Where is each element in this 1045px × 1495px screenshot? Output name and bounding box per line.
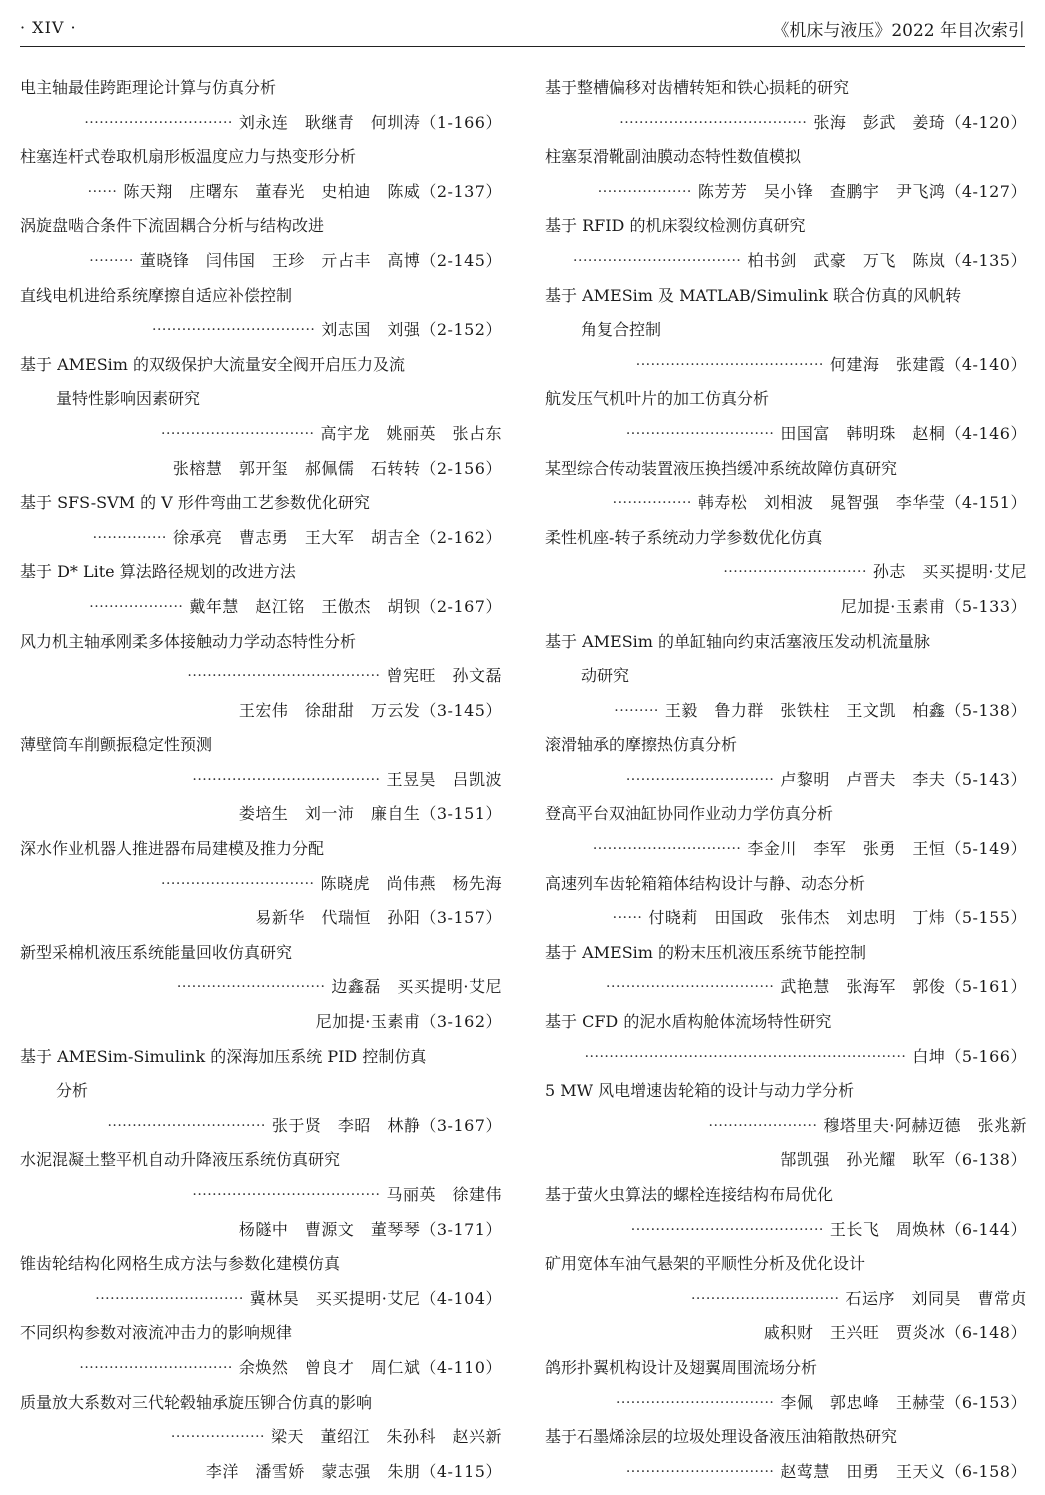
entry-authors: 李佩 郭忠峰 王赫莹（6-153） (780, 1392, 1027, 1412)
entry-authors-line (20, 175, 502, 210)
entry-authors: 穆塔里夫·阿赫迈德 张兆新 (823, 1115, 1027, 1135)
entry-authors-line (545, 417, 1027, 452)
entry-authors-line (545, 1143, 1027, 1178)
page-header (20, 14, 1025, 47)
entry-authors: 王昱昊 吕凯波 (386, 769, 502, 789)
entry-title: 电主轴最佳跨距理论计算与仿真分析 (20, 78, 277, 97)
leader-dots: ······································· (187, 668, 381, 685)
index-entry (545, 140, 1027, 209)
entry-authors: 何建海 张建霞（4-140） (829, 354, 1027, 374)
entry-title: 锥齿轮结构化网格生成方法与参数化建模仿真 (20, 1254, 341, 1274)
index-entry (20, 625, 502, 729)
entry-authors-line (20, 901, 502, 936)
entry-authors: 高宇龙 姚丽英 张占东 (320, 423, 502, 443)
leader-dots: ······························ (625, 1463, 775, 1480)
entry-authors-line (545, 1282, 1027, 1317)
entry-authors: 徐承亮 曹志勇 王大军 胡吉全（2-162） (172, 527, 502, 547)
entry-authors: 戴年慧 赵江铭 王傲杰 胡钡（2-167） (189, 596, 502, 616)
entry-authors-line (20, 1213, 502, 1248)
entry-authors-line (20, 1455, 502, 1490)
leader-dots: ········· (614, 702, 659, 719)
entry-title: 深水作业机器人推进器布局建模及推力分配 (20, 839, 325, 859)
entry-authors-line (545, 694, 1027, 729)
index-entry (545, 279, 1027, 383)
entry-authors-line (20, 521, 502, 556)
index-entry (545, 728, 1027, 797)
index-entry (545, 1420, 1027, 1489)
entry-authors-line (20, 1109, 502, 1144)
entry-authors-line (20, 244, 502, 279)
leader-dots: ······························ (625, 425, 775, 442)
leader-dots: ······························ (95, 1290, 244, 1307)
entry-title: 直线电机进给系统摩擦自适应补偿控制 (20, 285, 293, 305)
entry-title: 新型采棉机液压系统能量回收仿真研究 (20, 942, 293, 962)
entry-authors: 李金川 李军 张勇 王恒（5-149） (747, 839, 1027, 859)
entry-authors: 刘志国 刘强（2-152） (321, 320, 502, 340)
leader-dots: ················ (612, 495, 692, 512)
index-entry (20, 936, 502, 1040)
entry-title: 基于 D* Lite 算法路径规划的改进方法 (20, 562, 296, 582)
leader-dots: ·································· (573, 252, 742, 269)
entry-title: 基于 RFID 的机床裂纹检测仿真研究 (545, 216, 806, 236)
entry-authors-line (20, 763, 502, 798)
entry-authors: 孙志 买买提明·艾尼 (872, 562, 1027, 582)
index-entry (20, 140, 502, 209)
index-entry (20, 1143, 502, 1247)
entry-title: 矿用宽体车油气悬架的平顺性分析及优化设计 (545, 1254, 866, 1274)
index-entry (20, 555, 502, 624)
index-entry (545, 936, 1027, 1005)
entry-title: 基于整槽偏移对齿槽转矩和铁心损耗的研究 (545, 78, 850, 97)
index-entry (20, 832, 502, 936)
entry-title: 滚滑轴承的摩擦热仿真分析 (545, 735, 738, 755)
entry-authors: 边鑫磊 买买提明·艾尼 (331, 977, 502, 997)
entry-authors: 石运序 刘同昊 曹常贞 (845, 1288, 1027, 1308)
entry-title: 基于 SFS-SVM 的 V 形件弯曲工艺参数优化研究 (20, 493, 370, 513)
entry-authors-line (20, 1178, 502, 1213)
entry-title: 分析 (56, 1081, 89, 1101)
leader-dots: ······························ (176, 979, 326, 996)
entry-authors: 李洋 潘雪娇 蒙志强 朱朋（4-115） (205, 1461, 502, 1481)
entry-authors: 张海 彭武 姜琦（4-120） (813, 112, 1027, 132)
entry-authors-line (545, 901, 1027, 936)
entry-title: 登高平台双油缸协同作业动力学仿真分析 (545, 804, 834, 824)
leader-dots: ······································ (192, 771, 381, 788)
entry-authors: 王宏伟 徐甜甜 万云发（3-145） (238, 700, 502, 720)
entry-authors: 张榕慧 郭开玺 郝佩儒 石转转（2-156） (172, 458, 502, 478)
entry-title: 基于萤火虫算法的螺栓连接结构布局优化 (545, 1185, 834, 1204)
leader-dots: ··················· (170, 1429, 265, 1446)
entry-title: 基于石墨烯涂层的垃圾处理设备液压油箱散热研究 (545, 1427, 898, 1447)
entry-authors: 田国富 韩明珠 赵桐（4-146） (780, 423, 1027, 443)
index-entry (20, 71, 502, 140)
index-entry (545, 452, 1027, 521)
entry-authors: 冀林昊 买买提明·艾尼（4-104） (249, 1288, 502, 1308)
right-column (545, 71, 1027, 1489)
index-entry (545, 1247, 1027, 1351)
entry-authors: 柏书剑 武豪 万飞 陈岚（4-135） (747, 250, 1027, 270)
leader-dots: ······························ (84, 114, 233, 131)
index-entry (545, 521, 1027, 625)
entry-authors: 曾宪旺 孙文磊 (386, 666, 502, 686)
entry-authors: 马丽英 徐建伟 (386, 1185, 502, 1204)
page-number: · XIV · (20, 18, 77, 37)
index-entry (545, 209, 1027, 278)
entry-title: 基于 AMESim 的单缸轴向约束活塞液压发动机流量脉 (545, 631, 931, 651)
entry-authors: 董晓锋 闫伟国 王珍 亓占丰 高博（2-145） (139, 250, 502, 270)
entry-title: 基于 AMESim 的粉末压机液压系统节能控制 (545, 942, 867, 962)
entry-authors-line (545, 1386, 1027, 1421)
entry-authors-line (545, 590, 1027, 625)
entry-authors: 陈芳芳 吴小锋 查鹏宇 尹飞鸿（4-127） (697, 181, 1027, 201)
entry-authors: 王毅 鲁力群 张铁柱 王文凯 柏鑫（5-138） (664, 700, 1027, 720)
entry-authors-line (20, 452, 502, 487)
leader-dots: ······························ (592, 841, 742, 858)
entry-authors-line (545, 486, 1027, 521)
entry-authors-line (20, 867, 502, 902)
entry-authors: 陈晓虎 尚伟燕 杨先海 (320, 873, 502, 893)
index-entry (20, 486, 502, 555)
leader-dots: ································ (107, 1117, 266, 1134)
entry-authors-line (20, 694, 502, 729)
entry-title: 薄壁筒车削颤振稳定性预测 (20, 735, 213, 755)
entry-title: 动研究 (581, 666, 630, 686)
entry-authors: 韩寿松 刘相波 晁智强 李华莹（4-151） (697, 493, 1027, 513)
entry-authors: 卢黎明 卢晋夫 李夫（5-143） (780, 769, 1027, 789)
entry-authors: 郜凯强 孙光耀 耿军（6-138） (780, 1150, 1027, 1170)
entry-authors: 付晓莉 田国政 张伟杰 刘忠明 丁炜（5-155） (648, 908, 1027, 928)
entry-authors: 尼加提·玉素甫（5-133） (840, 596, 1027, 616)
running-title: 《机床与液压》2022 年目次索引 (772, 21, 1025, 41)
entry-authors-line (545, 1455, 1027, 1490)
entry-authors: 易新华 代瑞恒 孙阳（3-157） (255, 908, 502, 928)
leader-dots: ······································· (630, 1221, 824, 1238)
entry-authors-line (545, 763, 1027, 798)
entry-authors-line (545, 175, 1027, 210)
entry-title: 水泥混凝土整平机自动升降液压系统仿真研究 (20, 1150, 341, 1170)
index-entry (545, 797, 1027, 866)
entry-title: 柱塞泵滑靴副油膜动态特性数值模拟 (545, 147, 802, 167)
entry-authors-line (545, 1040, 1027, 1075)
entry-authors-line (20, 1420, 502, 1455)
index-entry (20, 348, 502, 486)
entry-authors-line (20, 797, 502, 832)
entry-authors: 娄培生 刘一沛 廉自生（3-151） (238, 804, 502, 824)
leader-dots: ······························ (625, 771, 775, 788)
leader-dots: ································ (615, 1394, 775, 1411)
leader-dots: ··················· (597, 183, 692, 200)
entry-title: 鸽形扑翼机构设计及翅翼周围流场分析 (545, 1357, 818, 1377)
leader-dots: ······ (612, 910, 643, 927)
leader-dots: ····························· (723, 564, 867, 581)
entry-authors-line (545, 555, 1027, 590)
leader-dots: ······················ (708, 1117, 818, 1134)
leader-dots: ··················· (89, 598, 184, 615)
entry-title: 某型综合传动装置液压换挡缓冲系统故障仿真研究 (545, 458, 898, 478)
entry-authors: 戚积财 王兴旺 贾炎冰（6-148） (763, 1323, 1027, 1343)
leader-dots: ······································ (619, 114, 808, 131)
entry-authors-line (545, 348, 1027, 383)
entry-authors: 赵莺慧 田勇 王天义（6-158） (780, 1461, 1027, 1481)
leader-dots: ··············· (92, 529, 167, 546)
entry-title: 基于 AMESim 的双级保护大流量安全阀开启压力及流 (20, 354, 406, 374)
leader-dots: ······························ (690, 1290, 840, 1307)
leader-dots: ······································ (192, 1187, 381, 1203)
entry-title: 基于 AMESim-Simulink 的深海加压系统 PID 控制仿真 (20, 1046, 427, 1066)
entry-title: 质量放大系数对三代轮毂轴承旋压铆合仿真的影响 (20, 1392, 373, 1412)
leader-dots: ······ (87, 183, 118, 200)
index-entry (545, 1178, 1027, 1247)
entry-authors: 白坤（5-166） (912, 1046, 1027, 1066)
entry-authors: 余焕然 曾良才 周仁斌（4-110） (238, 1357, 502, 1377)
leader-dots: ······························· (161, 425, 315, 442)
entry-title: 不同织构参数对液流冲击力的影响规律 (20, 1323, 293, 1343)
leader-dots: ································································· (584, 1048, 907, 1065)
entry-authors: 王长飞 周焕林（6-144） (829, 1219, 1027, 1239)
index-entry (20, 1040, 502, 1144)
index-entry (545, 867, 1027, 936)
entry-title: 5 MW 风电增速齿轮箱的设计与动力学分析 (545, 1081, 855, 1101)
entry-authors: 尼加提·玉素甫（3-162） (315, 1012, 502, 1032)
entry-title: 风力机主轴承刚柔多体接触动力学动态特性分析 (20, 631, 357, 651)
entry-title: 航发压气机叶片的加工仿真分析 (545, 389, 770, 409)
entry-authors-line (20, 590, 502, 625)
entry-authors-line (545, 1213, 1027, 1248)
entry-title: 柔性机座-转子系统动力学参数优化仿真 (545, 527, 823, 547)
entry-authors-line (20, 313, 502, 348)
entry-authors: 刘永连 耿继青 何圳涛（1-166） (238, 112, 502, 132)
entry-title: 柱塞连杆式卷取机扇形板温度应力与热变形分析 (20, 147, 357, 167)
leader-dots: ······································ (635, 356, 824, 373)
leader-dots: ······························· (79, 1359, 233, 1376)
entry-authors-line (545, 106, 1027, 141)
entry-authors: 梁天 董绍江 朱孙科 赵兴新 (270, 1427, 502, 1447)
entry-authors-line (545, 970, 1027, 1005)
entry-authors: 陈天翔 庄曙东 董春光 史柏迪 陈威（2-137） (123, 181, 502, 201)
entry-authors-line (545, 244, 1027, 279)
entry-title: 基于 CFD 的泥水盾构舱体流场特性研究 (545, 1012, 832, 1032)
index-entry (20, 1386, 502, 1490)
index-entry (545, 382, 1027, 451)
index-entry (20, 728, 502, 832)
entry-authors-line (20, 970, 502, 1005)
leader-dots: ·································· (606, 979, 775, 996)
index-entry (545, 1351, 1027, 1420)
entry-title: 基于 AMESim 及 MATLAB/Simulink 联合仿真的风帆转 (545, 285, 962, 305)
left-column (20, 71, 502, 1489)
leader-dots: ······························· (161, 875, 315, 892)
entry-authors-line (545, 832, 1027, 867)
index-entry (545, 625, 1027, 729)
entry-title: 涡旋盘啮合条件下流固耦合分析与结构改进 (20, 216, 325, 236)
index-entry (20, 1247, 502, 1316)
entry-title: 量特性影响因素研究 (56, 389, 201, 409)
entry-authors-line (20, 1282, 502, 1317)
leader-dots: ········· (89, 252, 134, 269)
index-entry (20, 209, 502, 278)
entry-authors-line (20, 106, 502, 141)
index-entry (20, 279, 502, 348)
entry-authors-line (20, 659, 502, 694)
entry-authors-line (545, 1109, 1027, 1144)
entry-title: 高速列车齿轮箱箱体结构设计与静、动态分析 (545, 873, 866, 893)
leader-dots: ································· (152, 322, 316, 339)
entry-authors: 张于贤 李昭 林静（3-167） (271, 1115, 502, 1135)
entry-authors-line (20, 417, 502, 452)
index-entry (545, 1074, 1027, 1178)
entry-authors: 杨隧中 曹源文 董琴琴（3-171） (238, 1219, 502, 1239)
entry-authors-line (20, 1351, 502, 1386)
index-entry (545, 1005, 1027, 1074)
entry-title: 角复合控制 (581, 320, 662, 340)
index-entry (20, 1316, 502, 1385)
entry-authors-line (545, 1316, 1027, 1351)
entry-authors-line (20, 1005, 502, 1040)
entry-authors: 武艳慧 张海军 郭俊（5-161） (780, 977, 1027, 997)
index-entry (545, 71, 1027, 140)
